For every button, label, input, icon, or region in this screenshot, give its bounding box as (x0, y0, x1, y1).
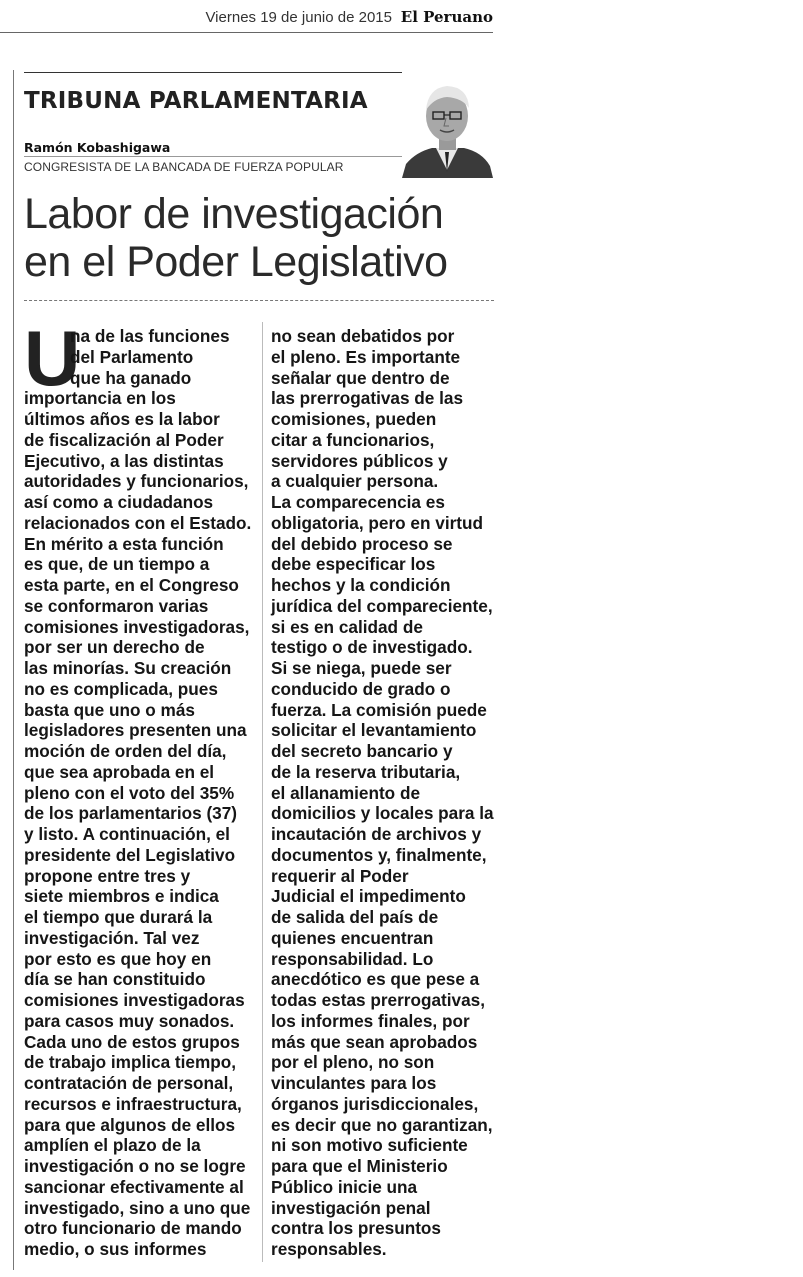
article-line: comisiones investigadoras, (24, 616, 250, 637)
article-line: moción de orden del día, (24, 741, 227, 761)
page-header (0, 8, 493, 30)
article-line: La comparecencia es (271, 492, 445, 512)
article-line: investigación o no se logre (24, 1156, 246, 1176)
article-line: autoridades y funcionarios, (24, 471, 249, 492)
article-line: importancia en los (24, 388, 176, 409)
article-line: responsabilidad. Lo (271, 948, 434, 969)
article-line: contra los presuntos (271, 1218, 441, 1239)
author-role: CONGRESISTA DE LA BANCADA DE FUERZA POPULAR (24, 160, 344, 174)
section-title: TRIBUNA PARLAMENTARIA (24, 88, 368, 114)
article-line: últimos años es la labor (24, 409, 220, 429)
article-line: así como a ciudadanos (24, 492, 214, 512)
column-divider (262, 322, 263, 1262)
article-line: incautación de archivos y (271, 824, 482, 844)
article-line: esta parte, en el Congreso (24, 575, 239, 595)
article-line: investigación. Tal vez (24, 927, 200, 948)
article-line: y listo. A continuación, el (24, 824, 230, 844)
article-line: los informes finales, por (271, 1010, 470, 1031)
article-line: Cada uno de estos grupos (24, 1031, 240, 1052)
article-line: del debido proceso se (271, 533, 453, 554)
article-line: las minorías. Su creación (24, 658, 232, 678)
article-line: órganos jurisdiccionales, (271, 1093, 479, 1114)
article-line: señalar que dentro de (271, 367, 450, 388)
article-line: documentos y, finalmente, (271, 844, 487, 865)
article-line: obligatoria, pero en virtud (271, 512, 483, 533)
article-line: Ejecutivo, a las distintas (24, 450, 224, 471)
article-line: pleno con el voto del 35% (24, 782, 235, 803)
article-line: sancionar efectivamente al (24, 1176, 244, 1197)
article-line: siete miembros e indica (24, 886, 219, 907)
article-line: jurídica del compareciente, (271, 595, 493, 616)
article-line: para que algunos de ellos (24, 1114, 236, 1135)
article-line: de los parlamentarios (37) (24, 803, 238, 824)
article-line: las prerrogativas de las (271, 388, 464, 409)
issue-date: Viernes 19 de junio de 2015 (205, 9, 392, 26)
article-line: del Parlamento (70, 346, 194, 367)
article-line: quienes encuentran (271, 927, 434, 948)
article-line: si es en calidad de (271, 616, 423, 637)
article-line: todas estas prerrogativas, (271, 990, 485, 1010)
article-line: para casos muy sonados. (24, 1010, 235, 1031)
article-line: comisiones investigadoras (24, 990, 245, 1010)
article-line: de trabajo implica tiempo, (24, 1052, 237, 1073)
article-line: día se han constituido (24, 969, 206, 990)
article-line: por ser un derecho de (24, 637, 205, 658)
article-line: recursos e infraestructura, (24, 1093, 242, 1114)
article-line: hechos y la condición (271, 575, 451, 595)
byline-rule (24, 156, 402, 157)
article-line: se conformaron varias (24, 595, 209, 616)
column-left-rule (13, 70, 14, 1270)
article-line: de la reserva tributaria, (271, 761, 461, 782)
article-headline (24, 190, 494, 286)
article-line: para que el Ministerio (271, 1156, 448, 1176)
article-line: investigado, sino a uno que (24, 1197, 251, 1218)
article-line: de fiscalización al Poder (24, 429, 224, 450)
article-line: por el pleno, no son (271, 1052, 435, 1073)
article-line: servidores públicos y (271, 450, 448, 471)
article-line: citar a funcionarios, (271, 429, 435, 450)
article-line: vinculantes para los (271, 1073, 437, 1093)
article-line: amplíen el plazo de la (24, 1135, 201, 1156)
article-line: En mérito a esta función (24, 533, 224, 554)
article-line: por esto es que hoy en (24, 948, 212, 969)
article-line: contratación de personal, (24, 1073, 234, 1093)
article-line: legisladores presenten una (24, 720, 247, 741)
article-line: fuerza. La comisión puede (271, 699, 487, 720)
article-line: debe especificar los (271, 554, 436, 575)
article-line: más que sean aprobados (271, 1031, 478, 1052)
article-line: a cualquier persona. (271, 471, 439, 492)
headline-line-2: en el Poder Legislativo (24, 238, 448, 286)
article-line: propone entre tres y (24, 865, 191, 886)
article-line: es que, de un tiempo a (24, 554, 210, 575)
drop-cap: U (24, 314, 81, 402)
article-line: no es complicada, pues (24, 678, 218, 699)
article-line: solicitar el levantamiento (271, 720, 477, 741)
article-line: presidente del Legislativo (24, 844, 236, 865)
article-line: comisiones, pueden (271, 409, 437, 429)
article-line: del secreto bancario y (271, 741, 453, 761)
article-line: relacionados con el Estado. (24, 512, 252, 533)
author-name: Ramón Kobashigawa (24, 140, 171, 155)
article-column-1 (24, 314, 259, 1260)
headline-divider (24, 300, 494, 301)
article-line: basta que uno o más (24, 699, 195, 720)
newspaper-name: El Peruano (400, 8, 493, 26)
article-line: na de las funciones (70, 326, 230, 346)
article-line: testigo o de investigado. (271, 637, 473, 658)
article-line: no sean debatidos por (271, 326, 455, 346)
section-top-rule (24, 72, 402, 73)
article-line: Judicial el impedimento (271, 886, 466, 907)
article-column-2 (271, 326, 499, 1260)
article-line: ni son motivo suficiente (271, 1135, 468, 1156)
article-line: es decir que no garantizan, (271, 1114, 493, 1135)
article-line: investigación penal (271, 1197, 431, 1218)
article-line: anecdótico es que pese a (271, 969, 480, 990)
article-line: otro funcionario de mando (24, 1218, 242, 1239)
article-line: el pleno. Es importante (271, 346, 461, 367)
article-line: domicilios y locales para la (271, 803, 494, 824)
article-line: que sea aprobada en el (24, 761, 215, 782)
header-divider (0, 32, 493, 33)
article-line: Público inicie una (271, 1176, 418, 1197)
article-line: requerir al Poder (271, 865, 409, 886)
article-line: conducido de grado o (271, 678, 451, 699)
article-line: medio, o sus informes (24, 1239, 207, 1259)
author-portrait-icon (402, 72, 493, 178)
article-line: el tiempo que durará la (24, 907, 213, 927)
headline-line-1: Labor de investigación (24, 190, 444, 238)
article-line: Si se niega, puede ser (271, 658, 452, 678)
article-line: que ha ganado (70, 367, 192, 388)
article-line: responsables. (271, 1239, 387, 1259)
article-line: de salida del país de (271, 907, 439, 927)
article-line: el allanamiento de (271, 782, 421, 803)
